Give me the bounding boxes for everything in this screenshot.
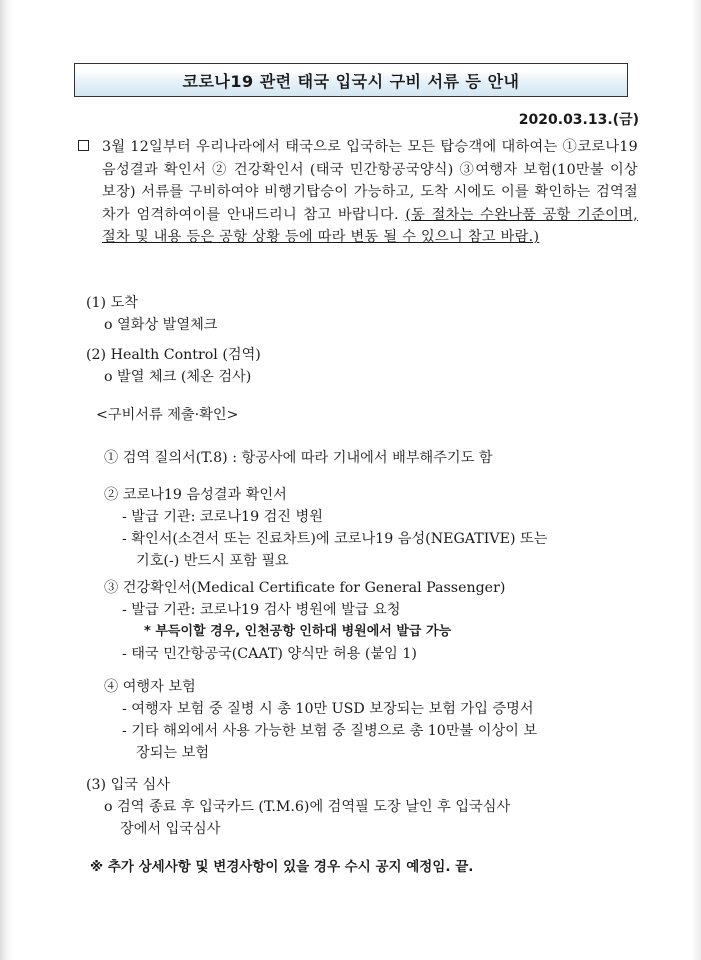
checkbox-bullet-icon	[78, 140, 89, 151]
section-arrival-item: o 열화상 발열체크	[104, 317, 218, 333]
intro-underlined-note: (동 절차는 수완나품 공항 기준이며, 절차 및 내용 등은 공항 상황 등에 따라 변동 될 수 있으니 참고 바람.)	[102, 206, 638, 245]
doc3-line1: - 발급 기관: 코로나19 검사 병원에 발급 요청	[122, 602, 401, 618]
footer-note: ※ 추가 상세사항 및 변경사항이 있을 경우 수시 공지 예정임. 끝.	[90, 859, 474, 875]
section-immigration-line1: o 검역 종료 후 입국카드 (T.M.6)에 검역필 도장 날인 후 입국심사	[104, 799, 511, 815]
intro-text-block	[102, 136, 638, 249]
doc-health-certificate	[104, 577, 505, 665]
doc-travel-insurance	[104, 676, 537, 764]
section-immigration-line2: 장에서 입국심사	[120, 821, 221, 837]
document-title: 코로나19 관련 태국 입국시 구비 서류 등 안내	[182, 71, 520, 91]
doc3-line2: - 태국 민간항공국(CAAT) 양식만 허용 (붙임 1)	[122, 646, 417, 662]
section-arrival	[86, 292, 218, 336]
doc2-line3: 기호(-) 반드시 포함 필요	[136, 553, 289, 569]
section-arrival-heading: (1) 도착	[86, 295, 139, 311]
doc4-line2: - 기타 해외에서 사용 가능한 보험 중 질병으로 총 10만불 이상이 보	[122, 723, 538, 739]
section-health-item: o 발열 체크 (체온 검사)	[104, 369, 252, 385]
doc4-line3: 장되는 보험	[136, 745, 210, 761]
doc3-note: * 부득이할 경우, 인천공항 인하대 병원에서 발급 가능	[144, 624, 452, 639]
doc4-line1: - 여행자 보험 중 질병 시 총 10만 USD 보장되는 보험 가입 증명서	[122, 701, 534, 717]
doc3-heading: ③ 건강확인서(Medical Certificate for General Passenger)	[104, 580, 506, 596]
intro-paragraph	[78, 136, 638, 249]
section-immigration-heading: (3) 입국 심사	[86, 777, 170, 793]
section-immigration	[86, 774, 510, 840]
doc2-heading: ② 코로나19 음성결과 확인서	[104, 487, 287, 503]
docs-heading: <구비서류 제출·확인>	[96, 407, 239, 423]
section-health-heading: (2) Health Control (검역)	[86, 347, 261, 363]
doc4-heading: ④ 여행자 보험	[104, 679, 196, 695]
section-health-control	[86, 344, 261, 388]
doc-quarantine-form: ① 검역 질의서(T.8) : 항공사에 따라 기내에서 배부해주기도 함	[104, 450, 493, 466]
document-date: 2020.03.13.(금)	[518, 112, 639, 128]
doc2-line1: - 발급 기관: 코로나19 검진 병원	[122, 509, 323, 525]
title-box	[74, 63, 628, 97]
doc-negative-result	[104, 484, 547, 572]
doc2-line2: - 확인서(소견서 또는 진료차트)에 코로나19 음성(NEGATIVE) 또는	[122, 531, 548, 547]
intro-text: 3월 12일부터 우리나라에서 태국으로 입국하는 모든 탑승객에 대하여는 ①코로나19 음성결과 확인서 ② 건강확인서 (태국 민간항공국양식) ③여행자 보험(10만불 이상 보장) 서류를 구비하여야 비행기탑승이 가능하고, 도착 시에도 이를 확인하는 검역절차가 엄격하여이를 안내드리니 참고 바랍니다.	[102, 139, 638, 223]
